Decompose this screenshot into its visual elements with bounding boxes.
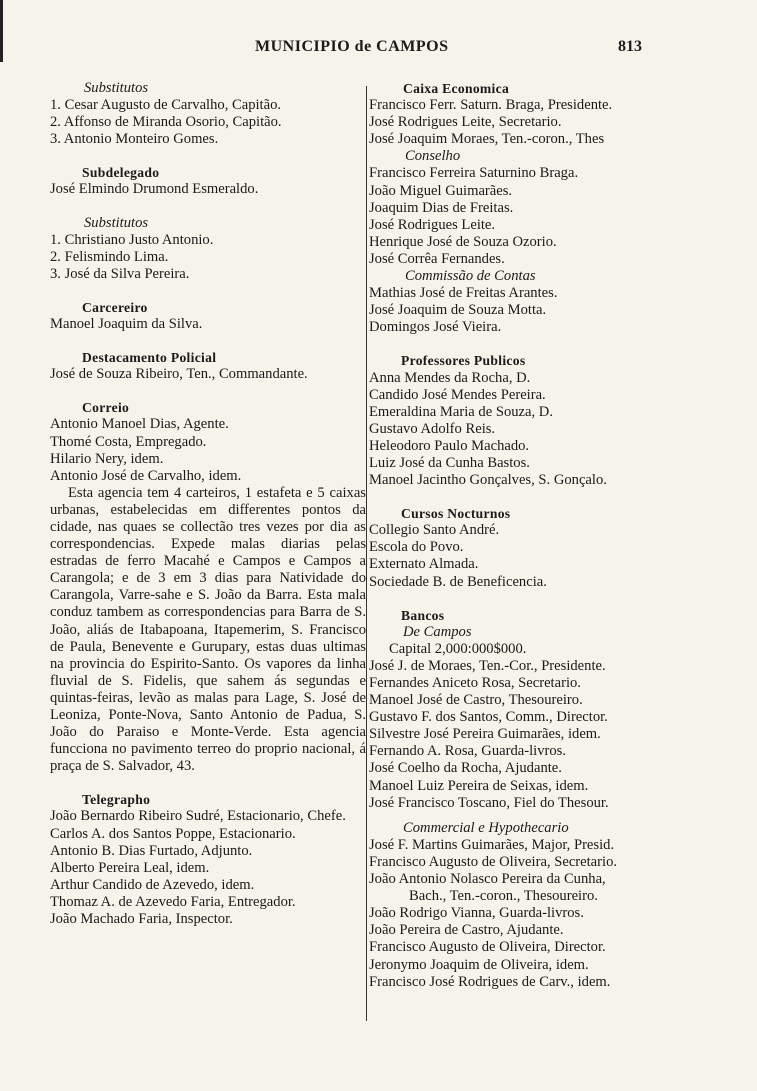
section-heading-cursos: Cursos Nocturnos — [401, 506, 511, 522]
left-column — [50, 80, 366, 928]
section-heading-substitutos: Substitutos — [84, 214, 149, 231]
list-item: Escola do Povo. — [369, 539, 464, 556]
list-item: Hilario Nery, idem. — [50, 450, 164, 467]
list-item: José de Souza Ribeiro, Ten., Commandante. — [50, 366, 308, 383]
page-header — [0, 38, 757, 64]
page-number: 813 — [618, 38, 642, 55]
list-item: Antonio Manoel Dias, Agente. — [50, 416, 229, 433]
running-title: MUNICIPIO de CAMPOS — [255, 38, 449, 55]
list-item: Mathias José de Freitas Arantes. — [369, 285, 558, 302]
section-heading-correio: Correio — [82, 400, 130, 416]
list-item: Francisco Ferreira Saturnino Braga. — [369, 165, 579, 182]
list-item: Gustavo F. dos Santos, Comm., Director. — [369, 709, 608, 726]
list-item: Collegio Santo André. — [369, 522, 500, 539]
column-divider — [366, 86, 367, 1021]
list-item: José Rodrigues Leite, Secretario. — [369, 114, 562, 131]
list-item: Bach., Ten.-coron., Thesoureiro. — [409, 888, 598, 905]
list-item: 2. Affonso de Miranda Osorio, Capitão. — [50, 114, 282, 131]
list-item: Jeronymo Joaquim de Oliveira, idem. — [369, 956, 589, 973]
list-item: Manoel Jacintho Gonçalves, S. Gonçalo. — [369, 472, 607, 489]
section-heading-bancos: Bancos — [401, 607, 445, 623]
list-item: Arthur Candido de Azevedo, idem. — [50, 876, 255, 893]
list-item: Francisco José Rodrigues de Carv., idem. — [369, 973, 611, 990]
list-item: 1. Cesar Augusto de Carvalho, Capitão. — [50, 97, 282, 114]
list-item: Domingos José Vieira. — [369, 319, 502, 336]
list-item: José Rodrigues Leite. — [369, 216, 496, 233]
list-item: 3. José da Silva Pereira. — [50, 265, 190, 282]
list-item: José Coelho da Rocha, Ajudante. — [369, 760, 562, 777]
section-heading-telegrapho: Telegrapho — [82, 792, 151, 808]
list-item: Joaquim Dias de Freitas. — [369, 199, 514, 216]
section-heading-carcereiro: Carcereiro — [82, 299, 148, 315]
list-item: Alberto Pereira Leal, idem. — [50, 859, 210, 876]
list-item: José Joaquim de Souza Motta. — [369, 302, 547, 319]
section-heading-destacamento: Destacamento Policial — [82, 350, 217, 366]
capital-line: Capital 2,000:000$000. — [389, 640, 527, 657]
list-item: João Machado Faria, Inspector. — [50, 911, 233, 928]
list-item: Heleodoro Paulo Machado. — [369, 437, 530, 454]
list-item: Fernandes Aniceto Rosa, Secretario. — [369, 675, 581, 691]
list-item: Luiz José da Cunha Bastos. — [369, 454, 530, 471]
list-item: João Bernardo Ribeiro Sudré, Estacionario, Chefe. — [50, 808, 346, 825]
list-item: Gustavo Adolfo Reis. — [369, 420, 496, 437]
list-item: José Francisco Toscano, Fiel do Thesour. — [369, 794, 609, 811]
list-item: Francisco Ferr. Saturn. Braga, Presidente. — [369, 97, 613, 114]
section-heading-substitutos: Substitutos — [84, 80, 149, 96]
list-item: 2. Felismindo Lima. — [50, 248, 169, 265]
list-item: Candido José Mendes Pereira. — [369, 386, 546, 403]
list-item: Antonio José de Carvalho, idem. — [50, 467, 242, 484]
list-item: João Pereira de Castro, Ajudante. — [369, 922, 564, 939]
list-item: Sociedade B. de Beneficencia. — [369, 573, 547, 590]
list-item: Antonio B. Dias Furtado, Adjunto. — [50, 842, 253, 859]
section-heading-subdelegado: Subdelegado — [82, 165, 160, 181]
list-item: Emeraldina Maria de Souza, D. — [369, 403, 553, 420]
list-item: Thomé Costa, Empregado. — [50, 433, 207, 450]
list-item: José F. Martins Guimarães, Major, Presid. — [369, 836, 615, 853]
list-item: Carlos A. dos Santos Poppe, Estacionario. — [50, 825, 296, 842]
list-item: Manoel Luiz Pereira de Seixas, idem. — [369, 777, 589, 794]
list-item: João Antonio Nolasco Pereira da Cunha, — [369, 871, 606, 888]
list-item: Francisco Augusto de Oliveira, Secretario. — [369, 853, 618, 870]
section-heading-conselho: Conselho — [405, 148, 461, 165]
section-heading-professores: Professores Publicos — [401, 353, 526, 369]
list-item: Externato Almada. — [369, 556, 479, 573]
subheading-commercial: Commercial e Hypothecario — [403, 819, 569, 836]
list-item: José Joaquim Moraes, Ten.-coron., Thes — [369, 131, 605, 148]
list-item: Henrique José de Souza Ozorio. — [369, 233, 557, 250]
list-item: Manoel Joaquim da Silva. — [50, 316, 203, 333]
list-item: Anna Mendes da Rocha, D. — [369, 369, 531, 386]
list-item: 3. Antonio Monteiro Gomes. — [50, 131, 219, 148]
list-item: José Corrêa Fernandes. — [369, 250, 505, 267]
list-item: 1. Christiano Justo Antonio. — [50, 231, 214, 248]
list-item: Thomaz A. de Azevedo Faria, Entregador. — [50, 893, 296, 910]
list-item: João Miguel Guimarães. — [369, 182, 513, 199]
list-item: Francisco Augusto de Oliveira, Director. — [369, 939, 606, 956]
subheading-de-campos: De Campos — [403, 623, 472, 640]
list-item: Manoel José de Castro, Thesoureiro. — [369, 692, 583, 709]
list-item: Fernando A. Rosa, Guarda-livros. — [369, 743, 566, 760]
section-heading-commissao: Commissão de Contas — [405, 268, 536, 285]
list-item: João Rodrigo Vianna, Guarda-livros. — [369, 905, 584, 922]
list-item: Silvestre José Pereira Guimarães, idem. — [369, 726, 601, 743]
list-item: José Elmindo Drumond Esmeraldo. — [50, 181, 259, 198]
list-item: José J. de Moraes, Ten.-Cor., Presidente. — [369, 657, 606, 674]
section-heading-caixa: Caixa Economica — [403, 81, 510, 96]
right-column — [369, 80, 699, 991]
correio-paragraph: Esta agencia tem 4 carteiros, 1 estafeta e 5 caixas urbanas, estabelecidas em differentes pontos da cidade, nas quaes se collectão tres vezes por dia as correspondencias. Expede malas diarias pelas estradas de ferro Macahé e Campos e Campos a Carangola; e de 3 em 3 dias para Natividade do Carangola, Varre-sahe e S. João da Barra. Esta mala conduz tambem as correspondencias para Barra de S. João, aliás de Itabapoana, Itapemerim, S. Francisco de Paula, Benevente e Gurupary, estas duas ultimas na provincia do Espirito-Santo. Os vapores da linha fluvial de S. Fidelis, que sahem ás segundas e quintas-feiras, levão as malas para Lage, S. José de Leoniza, Ponte-Nova, Santo Antonio de Padua, S. João do Paraiso e Monte-Verde. Esta agencia funcciona no pavimento terreo do proprio nacional, á praça de S. Salvador, 43. — [50, 484, 366, 775]
